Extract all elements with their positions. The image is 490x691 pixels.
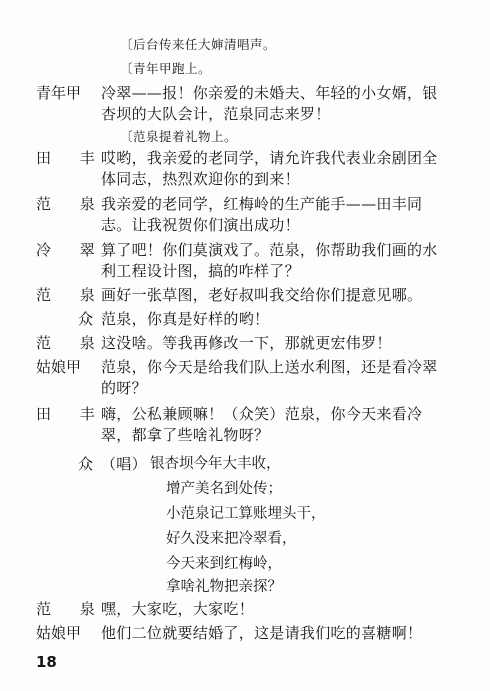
dialogue-line: 翠，都拿了些啥礼物呀？ bbox=[101, 426, 270, 444]
song-line: 今天来到红梅岭， bbox=[166, 556, 282, 572]
speaker-name: 众 bbox=[78, 455, 94, 473]
speaker-name: 青年甲 bbox=[36, 84, 82, 102]
dialogue-line: 志。让我祝贺你们演出成功！ bbox=[101, 216, 300, 234]
dialogue-line: 嗨，公私兼顾嘛！（众笑）范泉，你今天来看冷 bbox=[101, 405, 423, 423]
speaker-name: 范 泉 bbox=[36, 600, 107, 618]
dialogue-line: 范泉，你今天是给我们队上送水利图，还是看冷翠 bbox=[101, 358, 438, 376]
song-line: 拿啥礼物把亲探？ bbox=[166, 579, 282, 595]
dialogue-line: 体同志，热烈欢迎你的到来！ bbox=[101, 170, 300, 188]
dialogue-line: 哎哟，我亲爱的老同学，请允许我代表业余剧团全 bbox=[101, 149, 438, 167]
dialogue-line: 他们二位就要结婚了，这是请我们吃的喜糖啊！ bbox=[101, 624, 423, 642]
sing-marker: （唱） bbox=[101, 455, 147, 473]
speaker-name: 姑娘甲 bbox=[36, 624, 82, 642]
dialogue-line: 的呀？ bbox=[101, 379, 147, 397]
dialogue-line: 利工程设计图，搞的咋样了？ bbox=[101, 262, 300, 280]
speaker-name: 范 泉 bbox=[36, 334, 107, 352]
speaker-name: 众 bbox=[78, 310, 94, 328]
page-number: 18 bbox=[36, 653, 57, 671]
speaker-name: 范 泉 bbox=[36, 195, 107, 213]
dialogue-line: 这没啥。等我再修改一下，那就更宏伟罗！ bbox=[101, 334, 392, 352]
song-line: 小范泉记工算账埋头干， bbox=[166, 506, 326, 522]
song-line: 银杏坝今年大丰收， bbox=[150, 456, 281, 472]
speaker-name: 范 泉 bbox=[36, 286, 107, 304]
dialogue-line: 冷翠——报！你亲爱的未婚夫、年轻的小女婿，银 bbox=[101, 84, 438, 102]
stage-direction: 〔青年甲跑上。 bbox=[120, 61, 212, 76]
dialogue-line: 算了吧！你们莫演戏了。范泉，你帮助我们画的水 bbox=[101, 241, 438, 259]
song-line: 增产美名到处传； bbox=[166, 481, 282, 497]
speaker-name: 田 丰 bbox=[36, 149, 107, 167]
song-line: 好久没来把冷翠看， bbox=[166, 531, 297, 547]
stage-direction: 〔后台传来任大婶清唱声。 bbox=[120, 37, 277, 52]
dialogue-line: 嘿，大家吃，大家吃！ bbox=[101, 600, 255, 618]
dialogue-line: 杏坝的大队会计，范泉同志来罗！ bbox=[101, 105, 331, 123]
dialogue-line: 画好一张草图，老好叔叫我交给你们提意见哪。 bbox=[101, 286, 423, 304]
dialogue-line: 范泉，你真是好样的哟！ bbox=[101, 310, 270, 328]
speaker-name: 田 丰 bbox=[36, 405, 107, 423]
stage-direction: 〔范泉提着礼物上。 bbox=[120, 129, 238, 144]
speaker-name: 姑娘甲 bbox=[36, 358, 82, 376]
speaker-name: 冷 翠 bbox=[36, 241, 107, 259]
dialogue-line: 我亲爱的老同学，红梅岭的生产能手——田丰同 bbox=[101, 195, 423, 213]
